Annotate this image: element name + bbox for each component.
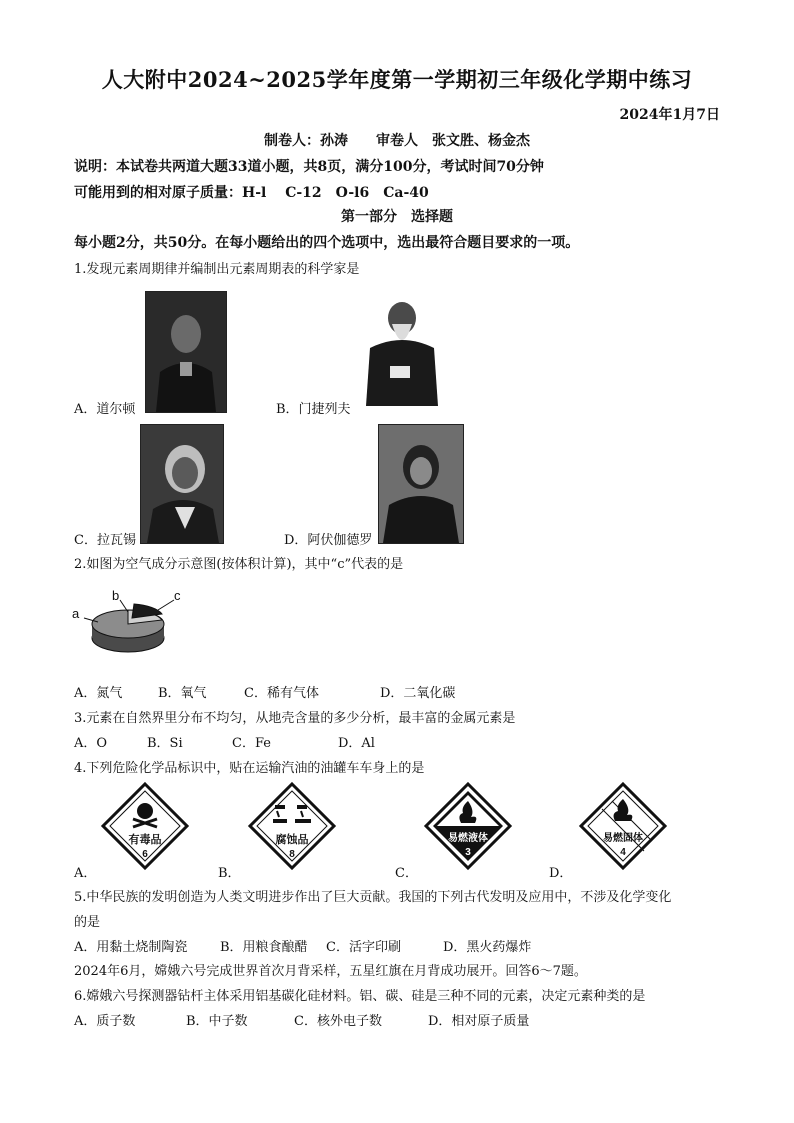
sign-num-corrosive: 8 (289, 849, 295, 860)
q1-option-a: A．道尔顿 (74, 402, 136, 417)
q2-option-b: B．氧气 (158, 686, 207, 701)
q5-option-c: C．活字印刷 (326, 940, 401, 955)
passage-6-7: 2024年6月，嫦娥六号完成世界首次月背采样，五星红旗在月背成功展开。回答6～7题。 (74, 964, 587, 979)
atomic-masses: 可能用到的相对原子质量：H-l C-12 O-l6 Ca-40 (74, 185, 429, 201)
sign-num-flammable-solid: 4 (620, 847, 626, 858)
hazard-sign-corrosive (247, 781, 337, 871)
hazard-sign-flammable-liquid (423, 781, 513, 871)
q1-option-d: D．阿伏伽德罗 (284, 533, 373, 548)
exam-title: 人大附中2024~2025学年度第一学期初三年级化学期中练习 (101, 67, 693, 92)
q5-option-b: B．用粮食酿醋 (220, 940, 308, 955)
q6-stem: 6.嫦娥六号探测器钻杆主体采用铝基碳化硅材料。铝、碳、硅是三种不同的元素，决定元素种类的是 (74, 989, 646, 1004)
q2-option-c: C．稀有气体 (244, 686, 319, 701)
q4-option-d: D． (549, 866, 573, 881)
sign-num-flammable-liquid: 3 (465, 847, 471, 858)
portrait-avogadro (378, 424, 464, 544)
pie-label-b: b (112, 588, 120, 603)
q2-option-d: D．二氧化碳 (380, 686, 456, 701)
q1-stem: 1.发现元素周期律并编制出元素周期表的科学家是 (74, 262, 360, 277)
q5-option-a: A．用黏土烧制陶瓷 (74, 940, 188, 955)
q6-option-b: B．中子数 (186, 1014, 248, 1029)
q3-stem: 3.元素在自然界里分布不均匀，从地壳含量的多少分析，最丰富的金属元素是 (74, 711, 516, 726)
q4-option-a: A． (74, 866, 97, 881)
air-composition-pie (70, 588, 190, 668)
sign-text-flammable-solid: 易燃固体 (603, 833, 643, 844)
q3-option-b: B．Si (147, 736, 183, 751)
pie-label-c: c (174, 588, 181, 603)
q4-option-c: C． (395, 866, 418, 881)
hazard-sign-flammable-solid (578, 781, 668, 871)
q4-option-b: B． (218, 866, 241, 881)
portrait-dalton (145, 291, 227, 413)
q2-option-a: A．氮气 (74, 686, 123, 701)
q1-option-b: B．门捷列夫 (276, 402, 351, 417)
exam-date: 2024年1月7日 (619, 107, 720, 123)
exam-note: 说明：本试卷共两道大题33道小题，共8页，满分100分，考试时间70分钟 (74, 159, 544, 175)
q5-stem: 5.中华民族的发明创造为人类文明进步作出了巨大贡献。我国的下列古代发明及应用中，不涉及化学变化 (74, 890, 672, 905)
q4-stem: 4.下列危险化学品标识中，贴在运输汽油的油罐车车身上的是 (74, 761, 425, 776)
q3-option-a: A．O (74, 736, 108, 751)
q1-option-c: C．拉瓦锡 (74, 533, 136, 548)
part-instruction: 每小题2分，共50分。在每小题给出的四个选项中，选出最符合题目要求的一项。 (74, 235, 580, 251)
portrait-mendeleev (362, 296, 440, 406)
q5-stem-cont: 的是 (74, 915, 101, 930)
q6-option-d: D．相对原子质量 (428, 1014, 530, 1029)
exam-makers: 制卷人：孙涛 审卷人 张文胜、杨金杰 (264, 133, 530, 149)
q5-option-d: D．黑火药爆炸 (443, 940, 532, 955)
sign-text-flammable-liquid: 易燃液体 (448, 833, 488, 844)
sign-text-toxic: 有毒品 (128, 833, 162, 846)
hazard-sign-toxic (100, 781, 190, 871)
q6-option-a: A．质子数 (74, 1014, 136, 1029)
portrait-lavoisier (140, 424, 224, 544)
sign-num-toxic: 6 (142, 849, 148, 860)
q3-option-c: C．Fe (232, 736, 271, 751)
sign-text-corrosive: 腐蚀品 (275, 833, 309, 846)
q3-option-d: D．Al (338, 736, 375, 751)
q6-option-c: C．核外电子数 (294, 1014, 382, 1029)
pie-label-a: a (72, 606, 80, 621)
q2-stem: 2.如图为空气成分示意图(按体积计算)，其中“c”代表的是 (74, 557, 404, 572)
part-title: 第一部分 选择题 (341, 209, 453, 225)
